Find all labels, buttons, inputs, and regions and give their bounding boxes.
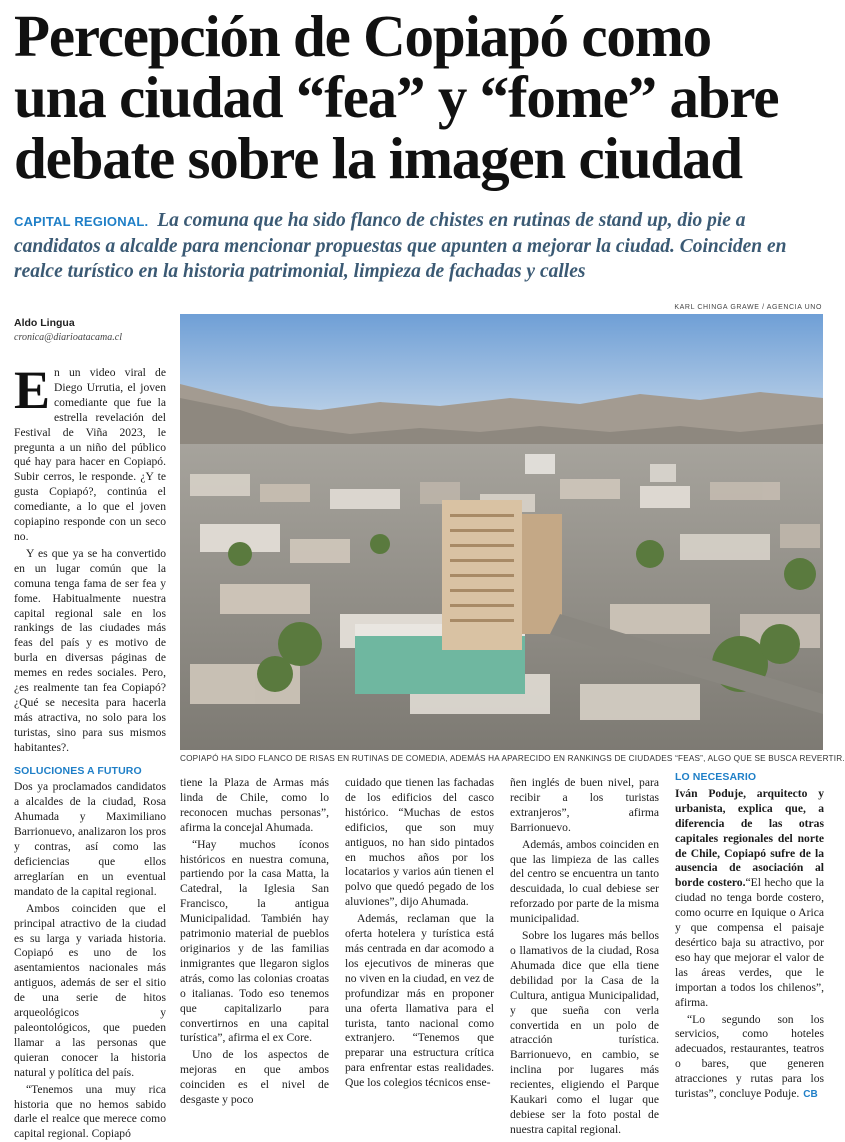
city-illustration (180, 314, 823, 750)
column-5 (675, 770, 824, 1103)
col5-p1-bold: Iván Poduje, arquitecto y urbanista, explica que, a diferencia de las otras capitales regionales del norte de Chile, Copiapó sufre de la ausencia de asociación al borde costero. (675, 786, 824, 890)
col2-paragraph-1: tiene la Plaza de Armas más linda de Chile, como lo reconocen muchas personas”, afirma la concejal Ahumada. (180, 776, 329, 834)
col1-paragraph-3: Dos ya proclamados candidatos a alcaldes de la ciudad, Rosa Ahumada y Maximiliano Barrionuevo, analizaron los pros y contras, así como las deficiencias que ellos arreglarían en un eventual mandato de la capital regional. (14, 780, 166, 898)
col4-paragraph-3: Sobre los lugares más bellos o llamativos de la ciudad, Rosa Ahumada dice que ella tiene debilidad por la Casa de la Cultura, antigua Municipalidad, y que sueña con verla convertida en un polo de atracción turística. Barrionuevo, en cambio, se inclina por lugares más recientes, eligiendo el Parque Kaukari como el lugar que debiese ser la foto postal de nuestra capital regional. (510, 929, 659, 1136)
author-name: Aldo Lingua (14, 317, 75, 329)
col5-paragraph-1 (675, 787, 824, 1011)
lead-text: La comuna que ha sido flanco de chistes en rutinas de stand up, dio pie a candidatos a alcalde para mencionar propuestas que apunten a mejorar la ciudad. Coinciden en realce turístico en la historia patrimonial, limpieza de fachadas y calles (14, 210, 787, 282)
col1-p1-text: n un video viral de Diego Urrutia, el joven comediante que fue la estrella revelación del Festival de Viña 2023, le pregunta a un niño del público qué hay para hacer en Copiapó. Subir cerros, le responde. ¿Y te gusta Copiapó?, continúa el comediante, a lo que el joven copiapino responde con un seco no. (14, 366, 166, 543)
col5-p2-text: “Lo segundo son los servicios, como hoteles adecuados, restaurantes, teatros o bares, que generen atracciones y rutas para los turistas”, concluye Poduje. (675, 1012, 824, 1101)
col5-paragraph-2 (675, 1013, 824, 1103)
headline-line-1: Percepción de Copiapó como (14, 3, 711, 69)
photo-credit: KARL CHINGA GRAWE / AGENCIA UNO (674, 304, 822, 311)
column-1 (14, 360, 166, 1142)
column-3 (345, 776, 494, 1091)
byline (14, 317, 174, 343)
col2-paragraph-3: Uno de los aspectos de mejoras en que ambos coinciden es el nivel de desgaste y poco (180, 1048, 329, 1107)
col1-paragraph-2: Y es que ya se ha convertido en un lugar común que la comuna tenga fama de ser fea y fome. Habitualmente nuestra capital regional sale en los rankings de las ciudades más feas del país y es motivo de burla en diversas páginas de memes en redes sociales. Pero, ¿es realmente tan fea Copiapó? ¿Qué se necesita para hacerla más atractiva, no solo para los turistas, sino para sus mismos habitantes?. (14, 546, 166, 754)
headline (14, 3, 819, 191)
col1-paragraph-1 (14, 360, 166, 545)
headline-line-3: debate sobre la imagen ciudad (14, 125, 742, 191)
end-mark: CB (803, 1089, 818, 1101)
col3-paragraph-1: cuidado que tienen las fachadas de los edificios del casco histórico. “Muchas de estos edificios, que son muy antiguos, no han sido pintados en muchos años por los locatarios y varios aún tienen el polvo que quedó pegado de los aluviones”, dijo Ahumada. (345, 776, 494, 909)
lead-paragraph (14, 208, 822, 284)
col5-p1-rest: “El hecho que la ciudad no tenga borde costero, como ocurre en Iquique o Arica y que compensa el paisaje desértico baja su atractivo, por eso hay que mejorar el valor de las áreas verdes, que le importan a todos los chilenos”, afirma. (675, 876, 824, 1009)
column-4 (510, 776, 659, 1138)
col4-paragraph-2: Además, ambos coinciden en que las limpieza de las calles del centro se encuentra un tanto descuidada, lo cual debiese ser reforzado por parte de la misma municipalidad. (510, 837, 659, 926)
city-aerial-photo (180, 314, 823, 750)
col1-paragraph-5: “Tenemos una muy rica historia que no hemos sabido darle el realce que merece como capital regional. Copiapó (14, 1082, 166, 1141)
dropcap: E (14, 360, 51, 420)
column-2 (180, 776, 329, 1108)
photo-caption: COPIAPÓ HA SIDO FLANCO DE RISAS EN RUTINAS DE COMEDIA, ADEMÁS HA APARECIDO EN RANKINGS DE CIUDADES “FEAS”, ALGO QUE SE BUSCA REVERTIR. (180, 754, 845, 763)
col4-paragraph-1: ñen inglés de buen nivel, para recibir a los turistas extranjeros”, afirma Barrionuevo. (510, 776, 659, 834)
col2-paragraph-2: “Hay muchos íconos históricos en nuestra comuna, partiendo por la casa Matta, la Catedral, la Iglesia San Francisco, la antigua Municipalidad. También hay patrimonio material de pueblos originarios y de las familias inmigrantes que llegaron siglos atrás, como las colonias croatas o italianas. Todo eso tenemos que capitalizarlo para convertirnos en una capital turística”, afirma el ex Core. (180, 837, 329, 1045)
subhead-soluciones: SOLUCIONES A FUTURO (14, 764, 142, 777)
headline-line-2: una ciudad “fea” y “fome” abre (14, 64, 779, 130)
col1-paragraph-4: Ambos coinciden que el principal atractivo de la ciudad es su larga y variada historia. Copiapó es uno de los asentamientos nacionales más antiguos, además de ser el sitio de una serie de hitos arqueológicos y paleontológicos, que pueden llamar a las personas que quieran conocer la historia natural y política del país. (14, 901, 166, 1079)
subhead-lo-necesario: LO NECESARIO (675, 771, 757, 783)
col3-paragraph-2: Además, reclaman que la oferta hotelera y turística está más centrada en dar acomodo a los ejecutivos de mineras que no viven en la ciudad, en vez de profundizar más en proponer una oferta llamativa para el turista, tanto nacional como extranjero. “Tenemos que preparar una estructura crítica para enfrentar estas realidades. Que los colegios técnicos ense- (345, 912, 494, 1090)
author-email: cronica@diarioatacama.cl (14, 332, 122, 343)
lead-kicker: CAPITAL REGIONAL. (14, 214, 149, 229)
